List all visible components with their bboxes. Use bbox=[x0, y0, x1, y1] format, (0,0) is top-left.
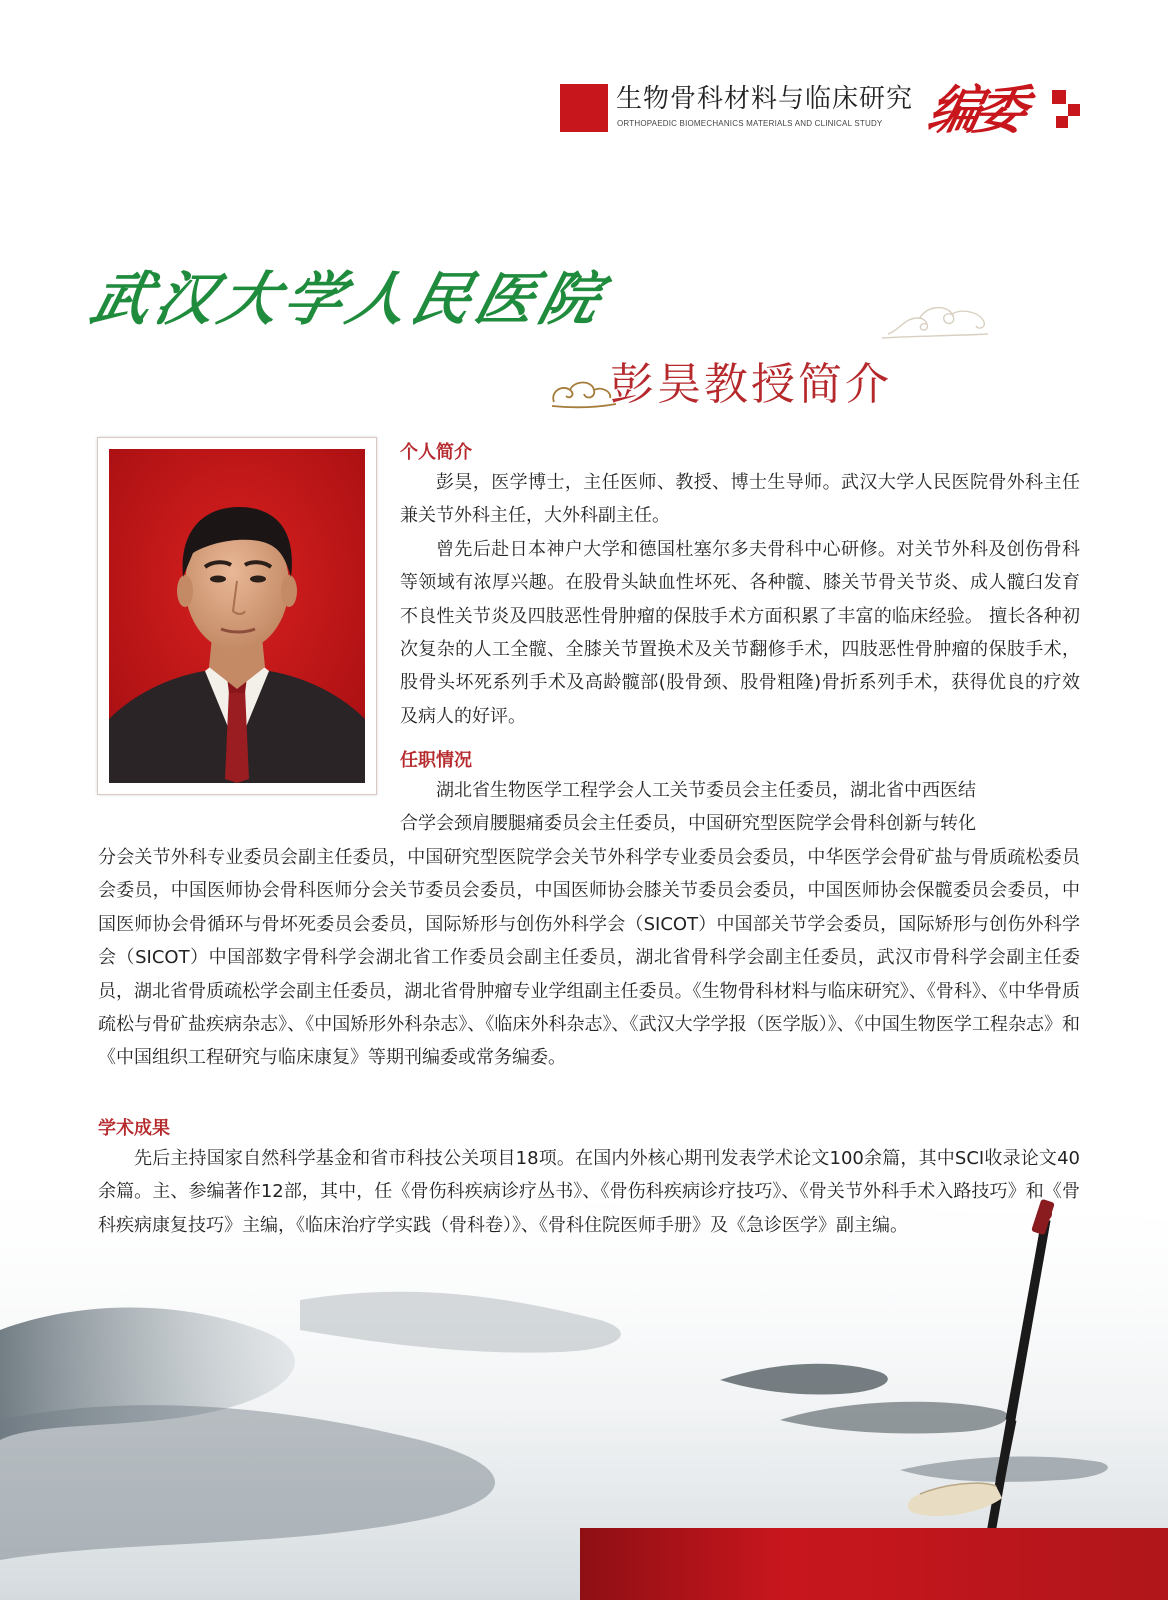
portrait-illustration bbox=[109, 449, 365, 783]
hospital-name-calligraphy: 武汉大学人民医院 bbox=[84, 265, 614, 333]
journal-name-cn: 生物骨科材料与临床研究 bbox=[616, 84, 914, 114]
intro-paragraph-2: 曾先后赴日本神户大学和德国杜塞尔多夫骨科中心研修。对关节外科及创伤骨科等领域有浓厚兴趣。在股骨头缺血性坏死、各种髋、膝关节骨关节炎、成人髋臼发育不良性关节炎及四肢恶性骨肿瘤的保肢手术方面积累了丰富的临床经验。 擅长各种初次复杂的人工全髋、全膝关节置换术及关节翻修手术，四肢恶性骨肿瘤的保肢手术，股骨头坏死系列手术及高龄髋部(股骨颈、股骨粗隆)骨折系列手术，获得优良的疗效及病人的好评。 bbox=[400, 538, 1080, 727]
positions-line-1: 湖北省生物医学工程学会人工关节委员会主任委员，湖北省中西医结 bbox=[436, 780, 976, 801]
cloud-ornament-title bbox=[548, 378, 618, 412]
positions-text-top bbox=[400, 774, 1080, 841]
journal-name-en: ORTHOPAEDIC BIOMECHANICS MATERIALS AND CLINICAL STUDY bbox=[617, 119, 883, 128]
ink-landscape-background bbox=[0, 1000, 1168, 1600]
editorial-board-calligraphy: 编委 bbox=[922, 80, 1028, 141]
intro-text bbox=[400, 466, 1080, 733]
page-title: 彭昊教授简介 bbox=[610, 359, 892, 410]
section-heading-intro: 个人简介 bbox=[400, 442, 472, 463]
cloud-ornament-top bbox=[880, 300, 990, 342]
achievements-text bbox=[98, 1142, 1080, 1242]
portrait-frame bbox=[97, 437, 377, 795]
positions-line-2: 合学会颈肩腰腿痛委员会主任委员，中国研究型医院学会骨科创新与转化 bbox=[400, 813, 976, 835]
portrait-photo bbox=[109, 449, 365, 783]
positions-paragraph: 分会关节外科专业委员会副主任委员，中国研究型医院学会关节外科学专业委员会委员，中华医学会骨矿盐与骨质疏松委员会委员，中国医师协会骨科医师分会关节委员会委员，中国医师协会膝关节委员会委员，中国医师协会保髋委员会委员，中国医师协会骨循环与骨坏死委员会委员，国际矫形与创伤外科学会（SICOT）中国部关节学会委员，国际矫形与创伤外科学会（SICOT）中国部数字骨科学会湖北省工作委员会副主任委员，湖北省骨科学会副主任委员，武汉市骨科学会副主任委员，湖北省骨质疏松学会副主任委员，湖北省骨肿瘤专业学组副主任委员。《生物骨科材料与临床研究》、《骨科》、《中华骨质疏松与骨矿盐疾病杂志》、《中国矫形外科杂志》、《临床外科杂志》、《武汉大学学报（医学版）》、《中国生物医学工程杂志》和《中国组织工程研究与临床康复》等期刊编委或常务编委。 bbox=[98, 847, 1080, 1069]
intro-paragraph-1: 彭昊，医学博士，主任医师、教授、博士生导师。武汉大学人民医院骨外科主任兼关节外科主任，大外科副主任。 bbox=[400, 472, 1080, 527]
header-red-square bbox=[560, 84, 608, 132]
section-heading-achievements: 学术成果 bbox=[98, 1118, 170, 1139]
bottom-red-bar bbox=[580, 1528, 1168, 1600]
section-heading-positions: 任职情况 bbox=[400, 750, 472, 771]
achievements-paragraph: 先后主持国家自然科学基金和省市科技公关项目18项。在国内外核心期刊发表学术论文100余篇，其中SCI收录论文40余篇。主、参编著作12部，其中，任《骨伤科疾病诊疗丛书》、《骨伤科疾病诊疗技巧》、《骨关节外科手术入路技巧》和《骨科疾病康复技巧》主编，《临床治疗学实践（骨科卷）》、《骨科住院医师手册》及《急诊医学》副主编。 bbox=[98, 1148, 1080, 1236]
